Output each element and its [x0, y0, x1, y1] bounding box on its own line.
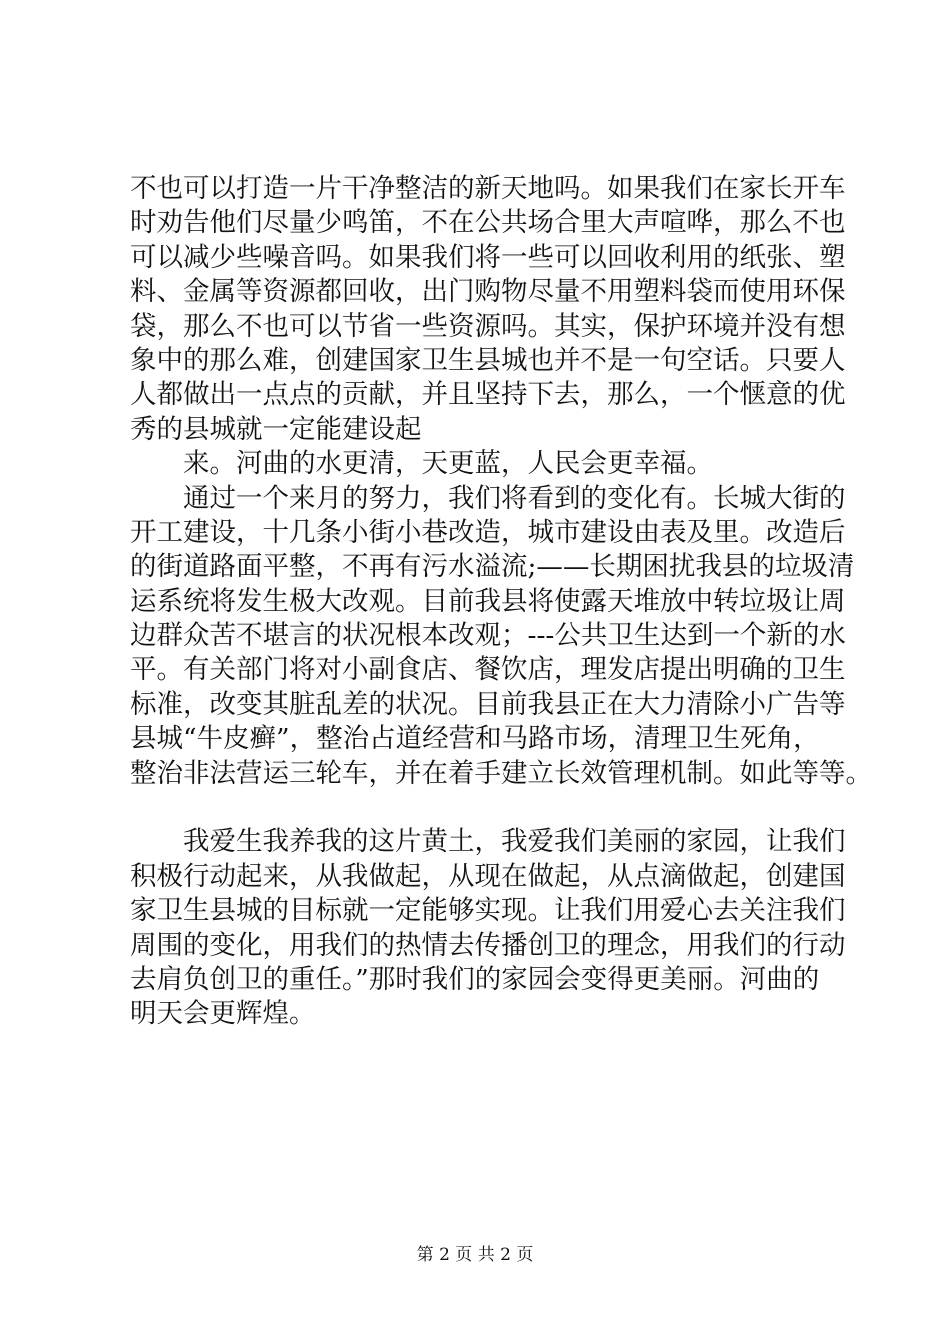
text-line: 整治非法营运三轮车，并在着手建立长效管理机制。如此等等。: [130, 757, 872, 789]
text-line: 县城“牛皮癣”，整治占道经营和马路市场，清理卫生死角，: [130, 723, 820, 755]
text-line: 人都做出一点点的贡献，并且坚持下去，那么，一个惬意的优: [130, 379, 846, 411]
text-line: 边群众苦不堪言的状况根本改观；---公共卫生达到一个新的水: [130, 620, 846, 652]
text-line: 不也可以打造一片干净整洁的新天地吗。如果我们在家长开车: [130, 173, 846, 204]
text-line: 家卫生县城的目标就一定能够实现。让我们用爱心去关注我们: [130, 895, 846, 927]
text-line: 袋，那么不也可以节省一些资源吗。其实，保护环境并没有想: [130, 310, 846, 342]
text-line: 明天会更辉煌。: [130, 998, 316, 1030]
text-line: 平。有关部门将对小副食店、餐饮店，理发店提出明确的卫生: [130, 654, 846, 686]
text-line: 去肩负创卫的重任。”那时我们的家园会变得更美丽。河曲的: [130, 963, 820, 995]
text-line: 运系统将发生极大改观。目前我县将使露天堆放中转垃圾让周: [130, 585, 846, 617]
text-line: 积极行动起来，从我做起，从现在做起，从点滴做起，创建国: [130, 860, 846, 892]
paragraph-spacer: [130, 791, 830, 825]
paragraph: [130, 482, 872, 792]
text-line: 开工建设，十几条小街小巷改造，城市建设由表及里。改造后: [130, 516, 846, 548]
text-line: 料、金属等资源都回收，出门购物尽量不用塑料袋而使用环保: [130, 276, 846, 308]
text-line: 时劝告他们尽量少鸣笛，不在公共场合里大声喧哗，那么不也: [130, 207, 846, 239]
text-line: 我爱生我养我的这片黄土，我爱我们美丽的家园，让我们: [130, 826, 846, 858]
text-line: 来。河曲的水更清，天更蓝，人民会更幸福。: [130, 448, 713, 480]
text-line: 的街道路面平整，不再有污水溢流;——长期困扰我县的垃圾清: [130, 551, 855, 583]
paragraph: [130, 447, 830, 481]
text-line: 秀的县城就一定能建设起: [130, 413, 422, 445]
text-line: 可以减少些噪音吗。如果我们将一些可以回收利用的纸张、塑: [130, 241, 846, 273]
text-line: 周围的变化，用我们的热情去传播创卫的理念，用我们的行动: [130, 929, 846, 961]
document-body: [130, 172, 872, 1032]
text-line: 标准，改变其脏乱差的状况。目前我县正在大力清除小广告等: [130, 688, 846, 720]
paragraph: [130, 825, 846, 1031]
page-number-footer: 第 2 页 共 2 页: [416, 1245, 534, 1265]
text-line: 通过一个来月的努力，我们将看到的变化有。长城大街的: [130, 482, 846, 514]
paragraph: [130, 172, 846, 447]
text-line: 象中的那么难，创建国家卫生县城也并不是一句空话。只要人: [130, 344, 846, 376]
